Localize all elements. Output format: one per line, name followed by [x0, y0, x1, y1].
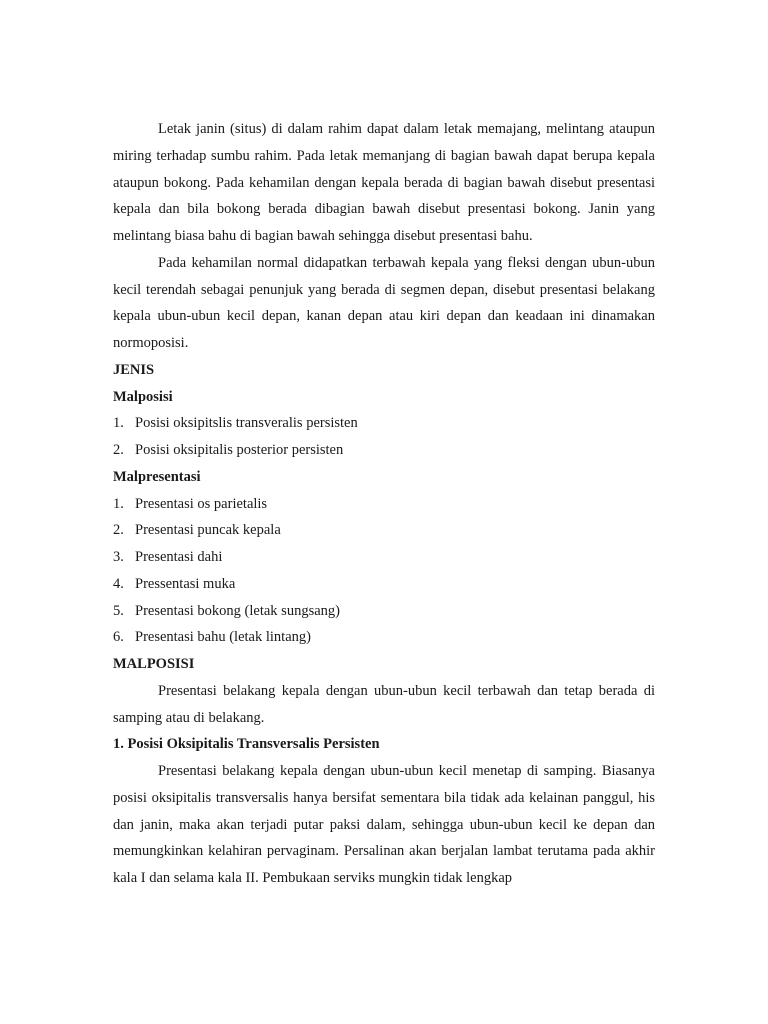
list-item	[113, 491, 655, 518]
list-item	[113, 624, 655, 651]
list-number: 3.	[113, 549, 124, 565]
list-text: Presentasi os parietalis	[135, 495, 268, 512]
list-item	[113, 544, 655, 571]
malposisi-list	[113, 410, 655, 464]
heading-section-1: 1. Posisi Oksipitalis Transversalis Persisten	[113, 736, 380, 753]
malposisi-paragraph: Presentasi belakang kepala dengan ubun-ubun kecil terbawah dan tetap berada di samping atau di belakang.	[113, 682, 655, 726]
list-text: Presentasi dahi	[135, 549, 223, 565]
list-text: Pressentasi muka	[135, 575, 236, 592]
list-number: 2.	[113, 442, 124, 458]
list-item	[113, 410, 655, 437]
list-number: 1.	[113, 495, 124, 512]
list-number: 2.	[113, 522, 124, 539]
document-page	[113, 116, 655, 892]
list-text: Presentasi bahu (letak lintang)	[135, 629, 311, 646]
heading-jenis: JENIS	[113, 361, 155, 378]
list-text: Presentasi puncak kepala	[135, 522, 281, 539]
heading-malposisi: Malposisi	[113, 388, 173, 405]
list-number: 6.	[113, 629, 124, 646]
list-text: Presentasi bokong (letak sungsang)	[135, 602, 340, 619]
list-number: 4.	[113, 575, 124, 592]
section-1-paragraph: Presentasi belakang kepala dengan ubun-ubun kecil menetap di samping. Biasanya posisi oksipitalis transversalis hanya bersifat sementara bila tidak ada kelainan panggul, his dan janin, maka akan terjadi putar paksi dalam, sehingga ubun-ubun kecil ke depan dan memungkinkan kelahiran pervaginam. Persalinan akan berjalan lambat terutama pada akhir kala I dan selama kala II. Pembukaan serviks mungkin tidak lengkap	[113, 763, 655, 886]
list-item	[113, 571, 655, 598]
intro-paragraph: Letak janin (situs) di dalam rahim dapat dalam letak memajang, melintang ataupun miring terhadap sumbu rahim. Pada letak memanjang di bagian bawah dapat berupa kepala ataupun bokong. Pada kehamilan dengan kepala berada di bagian bawah disebut presentasi kepala dan bila bokong berada dibagian bawah disebut presentasi bokong. Janin yang melintang biasa bahu di bagian bawah sehingga disebut presentasi bahu.	[113, 121, 655, 244]
list-item	[113, 598, 655, 625]
list-text: Posisi oksipitslis transveralis persisten	[135, 415, 358, 432]
list-number: 5.	[113, 602, 124, 619]
list-text: Posisi oksipitalis posterior persisten	[135, 442, 344, 458]
list-number: 1.	[113, 415, 124, 432]
malpresentasi-list	[113, 491, 655, 652]
list-item	[113, 437, 655, 464]
heading-malposisi-caps: MALPOSISI	[113, 656, 195, 672]
list-item	[113, 517, 655, 544]
heading-malpresentasi: Malpresentasi	[113, 468, 201, 485]
normal-pregnancy-paragraph: Pada kehamilan normal didapatkan terbawah kepala yang fleksi dengan ubun-ubun kecil terendah sebagai penunjuk yang berada di segmen depan, disebut presentasi belakang kepala ubun-ubun kecil depan, kanan depan atau kiri depan dan keadaan ini dinamakan normoposisi.	[113, 254, 655, 351]
